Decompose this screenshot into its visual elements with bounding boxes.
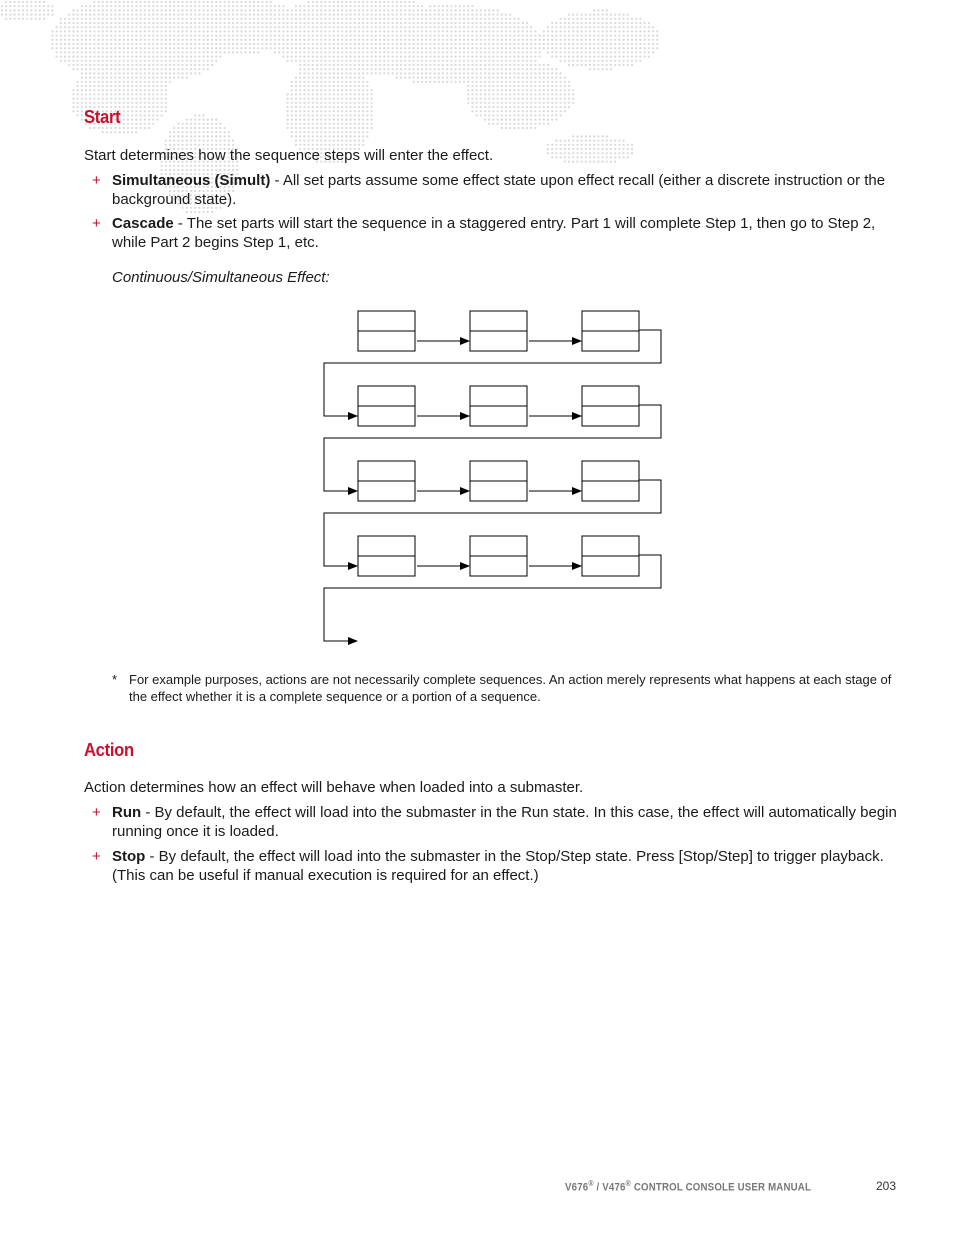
bullet-term: Run	[112, 804, 142, 821]
step-box-bottom	[470, 406, 527, 426]
step-box-bottom	[470, 556, 527, 576]
step-box-bottom	[470, 481, 527, 501]
action-intro: Action determines how an effect will behave when loaded into a submaster.	[84, 779, 584, 796]
step-box-top	[582, 386, 639, 406]
step-box-top	[358, 386, 415, 406]
step-box-bottom	[470, 331, 527, 351]
bullet-term: Cascade	[112, 215, 174, 232]
step-box-bottom	[582, 481, 639, 501]
bullet-simultaneous	[92, 171, 902, 209]
step-box-top	[470, 536, 527, 556]
step-box-bottom	[358, 556, 415, 576]
bullet-term: Stop	[112, 848, 146, 865]
bullet-cascade	[92, 214, 902, 252]
simultaneous-effect-flow-diagram	[300, 300, 680, 660]
start-intro: Start determines how the sequence steps will enter the effect.	[84, 147, 494, 164]
bullet-desc: - All set parts assume some effect state upon effect recall (either a discrete instruction or the background state).	[112, 172, 886, 208]
step-box-bottom	[358, 406, 415, 426]
step-box-bottom	[582, 406, 639, 426]
step-box-top	[358, 536, 415, 556]
step-box-top	[582, 461, 639, 481]
plus-bullet-icon: +	[92, 848, 101, 865]
step-box-bottom	[582, 556, 639, 576]
diagram-caption: Continuous/Simultaneous Effect:	[112, 269, 330, 286]
step-box-top	[582, 311, 639, 331]
plus-bullet-icon: +	[92, 215, 101, 232]
step-box-top	[470, 311, 527, 331]
footnote-mark: *	[112, 672, 118, 687]
step-box-bottom	[358, 331, 415, 351]
step-box-top	[582, 536, 639, 556]
bullet-term: Simultaneous (Simult)	[112, 172, 271, 189]
step-box-top	[470, 386, 527, 406]
bullet-desc: - By default, the effect will load into the submaster in the Run state. In this case, the effect will automatically begin running once it is loaded.	[112, 804, 897, 840]
step-box-bottom	[358, 481, 415, 501]
step-box-top	[358, 311, 415, 331]
bullet-desc: - The set parts will start the sequence in a staggered entry. Part 1 will complete Step 1, then go to Step 2, while Part 2 begins Step 1, etc.	[112, 215, 876, 251]
page-number: 203	[876, 1179, 897, 1193]
bullet-desc: - By default, the effect will load into the submaster in the Stop/Step state. Press [Stop/Step] to trigger playback. (This can be useful if manual execution is required for an effect.)	[112, 848, 884, 884]
diagram-footnote	[112, 671, 892, 705]
step-box-top	[470, 461, 527, 481]
action-heading: Action	[84, 740, 134, 760]
start-heading: Start	[84, 107, 121, 127]
plus-bullet-icon: +	[92, 804, 101, 821]
step-box-top	[358, 461, 415, 481]
step-box-bottom	[582, 331, 639, 351]
footer-title: V676® / V476® CONTROL CONSOLE USER MANUAL	[565, 1179, 812, 1194]
bullet-run	[92, 803, 902, 841]
bullet-stop	[92, 847, 902, 885]
footnote-text: For example purposes, actions are not necessarily complete sequences. An action merely represents what happens at each stage of the effect whether it is a complete sequence or a portion of a sequence.	[129, 672, 892, 704]
plus-bullet-icon: +	[92, 172, 101, 189]
